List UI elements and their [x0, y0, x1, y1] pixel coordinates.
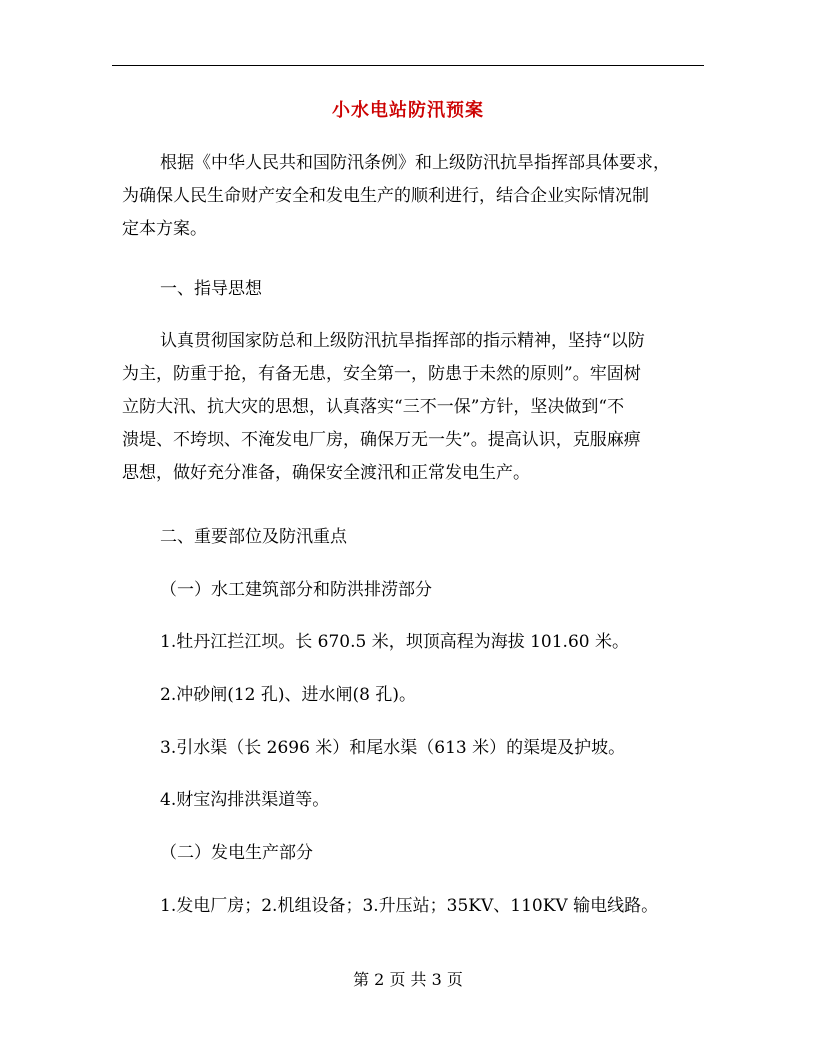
page-title: 小水电站防汛预案: [332, 100, 484, 121]
list-item: 1.牡丹江拦江坝。长 670.5 米，坝顶高程为海拔 101.60 米。: [160, 632, 629, 652]
list-item: 2.冲砂闸(12 孔)、进水闸(8 孔)。: [160, 685, 417, 705]
list-item: 3.引水渠（长 2696 米）和尾水渠（613 米）的渠堤及护坡。: [160, 738, 626, 758]
subsection-heading-generation: （二）发电生产部分: [160, 843, 313, 863]
intro-line: 根据《中华人民共和国防汛条例》和上级防汛抗旱指挥部具体要求，: [160, 153, 670, 173]
paragraph-line: 认真贯彻国家防总和上级防汛抗旱指挥部的指示精神，坚持“以防: [160, 331, 645, 351]
list-item: 1.发电厂房；2.机组设备；3.升压站；35KV、110KV 输电线路。: [160, 896, 659, 916]
section-heading-key-areas: 二、重要部位及防汛重点: [160, 527, 347, 547]
subsection-heading-hydraulic: （一）水工建筑部分和防洪排涝部分: [160, 580, 432, 600]
header-rule: [112, 65, 704, 66]
intro-line: 为确保人民生命财产安全和发电生产的顺利进行，结合企业实际情况制: [122, 186, 649, 206]
paragraph-line: 溃堤、不垮坝、不淹发电厂房，确保万无一失”。提高认识，克服麻痹: [122, 430, 641, 450]
paragraph-line: 思想，做好充分准备，确保安全渡汛和正常发电生产。: [122, 463, 530, 483]
intro-line: 定本方案。: [122, 219, 207, 239]
page-number: 第 2 页 共 3 页: [353, 970, 463, 989]
guiding-principle-paragraph: [122, 325, 704, 490]
intro-paragraph: [122, 147, 704, 246]
paragraph-line: 为主，防重于抢，有备无患，安全第一，防患于未然的原则”。牢固树: [122, 364, 641, 384]
list-item: 4.财宝沟排洪渠道等。: [160, 790, 330, 810]
paragraph-line: 立防大汛、抗大灾的思想，认真落实“三不一保”方针，坚决做到“不: [122, 397, 625, 417]
section-heading-guiding-principle: 一、指导思想: [160, 279, 262, 299]
